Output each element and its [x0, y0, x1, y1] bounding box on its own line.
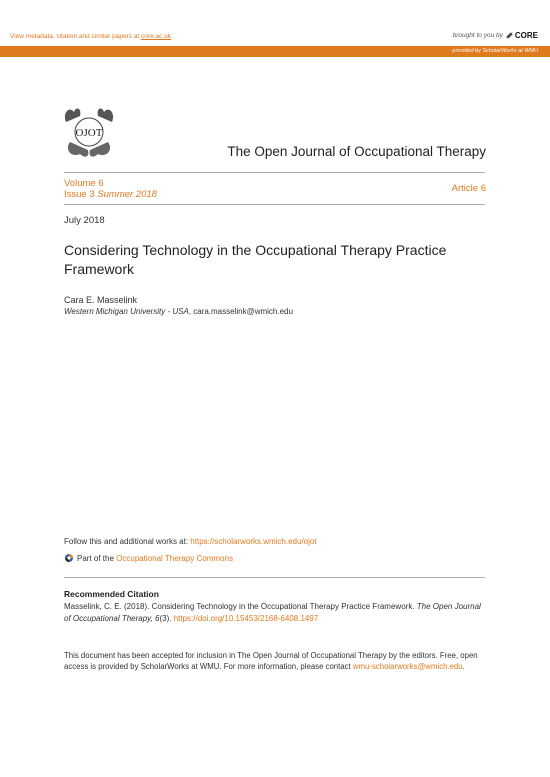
doi-link[interactable]: https://doi.org/10.15453/2168-6408.1497: [173, 613, 319, 623]
notice-end: .: [462, 662, 465, 671]
brought-by-text: brought to you by: [452, 32, 503, 39]
acceptance-notice: [64, 650, 486, 672]
paper-title[interactable]: Considering Technology in the Occupational Therapy Practice Framework: [64, 242, 447, 277]
author-affiliation: [64, 307, 293, 316]
part-of-text: Part of the: [77, 553, 117, 563]
part-of-line: [64, 553, 233, 563]
metadata-text: View metadata, citation and similar papers at: [10, 33, 142, 40]
citation-journal: The Open Journal of Occupational Therapy, 6: [64, 602, 481, 623]
logo-hand-left: [65, 109, 80, 122]
ojot-logo: [60, 104, 118, 160]
citation-issue: (3).: [159, 613, 174, 623]
metadata-line: [10, 33, 171, 40]
author-name: Cara E. Masselink: [64, 295, 138, 305]
commons-link[interactable]: Occupational Therapy Commons: [116, 553, 233, 563]
rule-bottom: [64, 577, 485, 578]
core-header: [0, 31, 550, 46]
core-label: CORE: [514, 31, 538, 40]
provided-by[interactable]: provided by ScholarWorks at WMU: [452, 48, 538, 54]
logo-hand-bottom-left: [68, 142, 88, 157]
issue-line: [64, 189, 157, 200]
affiliation-text: Western Michigan University - USA: [64, 307, 189, 316]
author-email: , cara.masselink@wmich.edu: [188, 307, 293, 316]
follow-link[interactable]: https://scholarworks.wmich.edu/ojot: [190, 537, 317, 546]
logo-hand-bottom-right: [90, 142, 110, 157]
volume-label: Volume 6: [64, 178, 104, 189]
notice-text: This document has been accepted for inclusion in The Open Journal of Occupational Therapy by the editors. Free, open access is provided by ScholarWorks at WMU. For more information, please contact: [64, 651, 478, 671]
core-logo[interactable]: [506, 31, 538, 40]
citation-text: Masselink, C. E. (2018). Considering Technology in the Occupational Therapy Practice Framework.: [64, 602, 417, 611]
issue-label: Issue 3: [64, 189, 98, 200]
logo-text: OJOT: [75, 127, 103, 139]
brought-by: [453, 31, 538, 40]
citation-heading: Recommended Citation: [64, 589, 159, 599]
contact-email-link[interactable]: wmu-scholarworks@wmich.edu: [352, 662, 463, 671]
follow-text: Follow this and additional works at:: [64, 537, 191, 546]
rule-middle: [64, 204, 485, 205]
publication-date: July 2018: [64, 215, 105, 226]
citation-body: [64, 601, 486, 624]
rule-top: [64, 172, 485, 173]
network-icon: [64, 553, 74, 563]
issue-season: Summer 2018: [97, 189, 157, 200]
follow-line: [64, 537, 317, 546]
logo-hand-right: [98, 109, 113, 122]
journal-title[interactable]: The Open Journal of Occupational Therapy: [227, 144, 486, 159]
provider-bar: [0, 46, 550, 57]
core-link[interactable]: core.ac.uk: [141, 33, 172, 40]
article-number[interactable]: Article 6: [451, 183, 486, 194]
core-icon: [506, 32, 513, 39]
volume-issue[interactable]: [64, 178, 157, 200]
